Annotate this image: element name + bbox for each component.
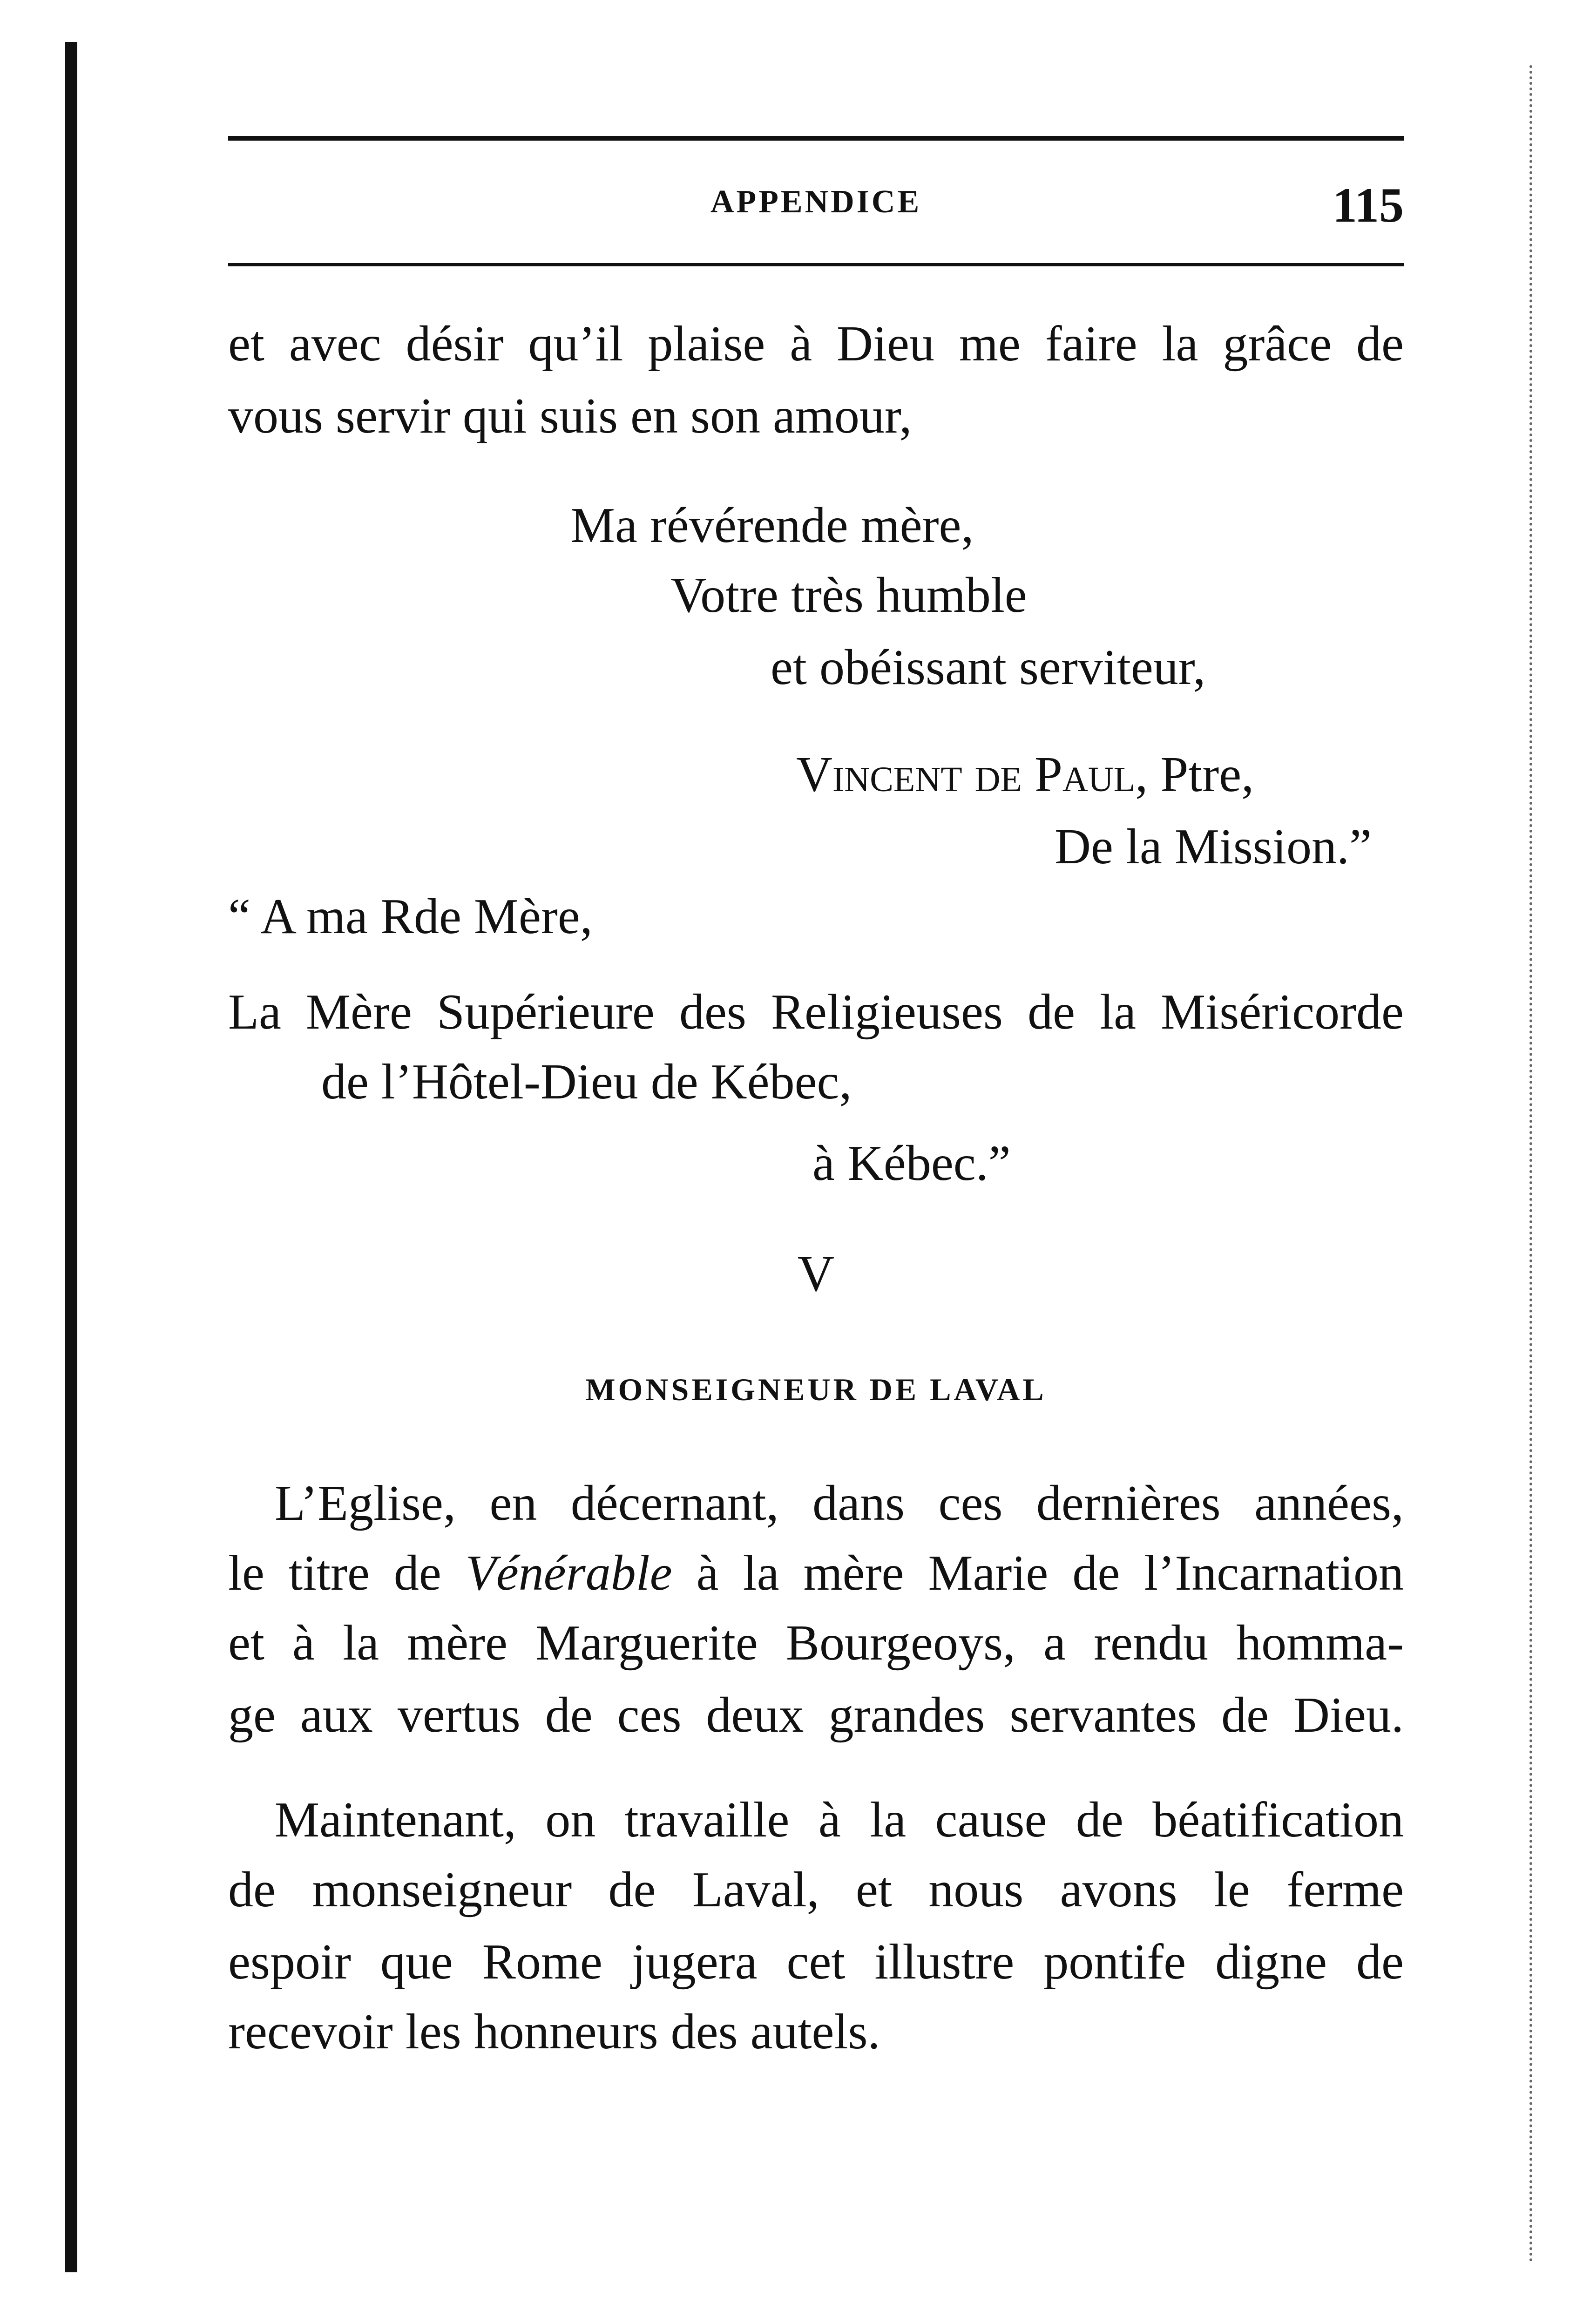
paragraph-1-line-3: et à la mère Marguerite Bourgeoys, a rendu homma- [228,1615,1404,1671]
letter-salutation: Ma révérende mère, [570,498,974,553]
signature-title: , Ptre, [1135,747,1254,802]
letter-signature [796,747,1254,802]
page-number: 115 [1332,178,1404,232]
letter-line-1: et avec désir qu’il plaise à Dieu me faire la grâce de [228,316,1404,372]
paragraph-2-line-3: espoir que Rome jugera cet illustre pontife digne de [228,1934,1404,1990]
paragraph-2-line-4: recevoir les honneurs des autels. [228,2004,880,2060]
venerable-italic: Vénérable [465,1545,672,1601]
paragraph-1-line-2 [228,1545,1404,1601]
letter-line-2: vous servir qui suis en son amour, [228,388,912,444]
paragraph-2-line-2: de monseigneur de Laval, et nous avons le ferme [228,1862,1404,1917]
scan-binding-edge [65,42,77,2272]
scan-page-edge [1529,65,1535,2263]
section-number: V [797,1245,835,1302]
address-line-1: “ A ma Rde Mère, [228,889,593,944]
letter-closing-2: et obéissant serviteur, [771,640,1206,695]
address-line-4: à Kébec.” [812,1136,1011,1191]
paragraph-2-line-1: Maintenant, on travaille à la cause de béatification [275,1792,1404,1848]
signature-name: Vincent de Paul [796,747,1136,802]
header-rule-top [228,136,1404,141]
address-line-3: de l’Hôtel-Dieu de Kébec, [321,1054,852,1110]
paragraph-1-line-4: ge aux vertus de ces deux grandes servantes de Dieu. [228,1687,1404,1743]
letter-signature-org: De la Mission.” [1055,819,1372,874]
paragraph-1-line-1: L’Eglise, en décernant, dans ces dernières années, [275,1476,1404,1531]
running-title: APPENDICE [710,184,922,220]
address-line-2: La Mère Supérieure des Religieuses de la Miséricorde [228,984,1404,1040]
paragraph-1-line-2-post: à la mère Marie de l’Incarnation [672,1545,1404,1601]
running-header [228,177,1404,232]
header-rule-bottom [228,263,1404,266]
paragraph-1-line-2-pre: le titre de [228,1545,466,1601]
letter-closing-1: Votre très humble [670,568,1027,623]
section-title: MONSEIGNEUR DE LAVAL [585,1372,1047,1407]
